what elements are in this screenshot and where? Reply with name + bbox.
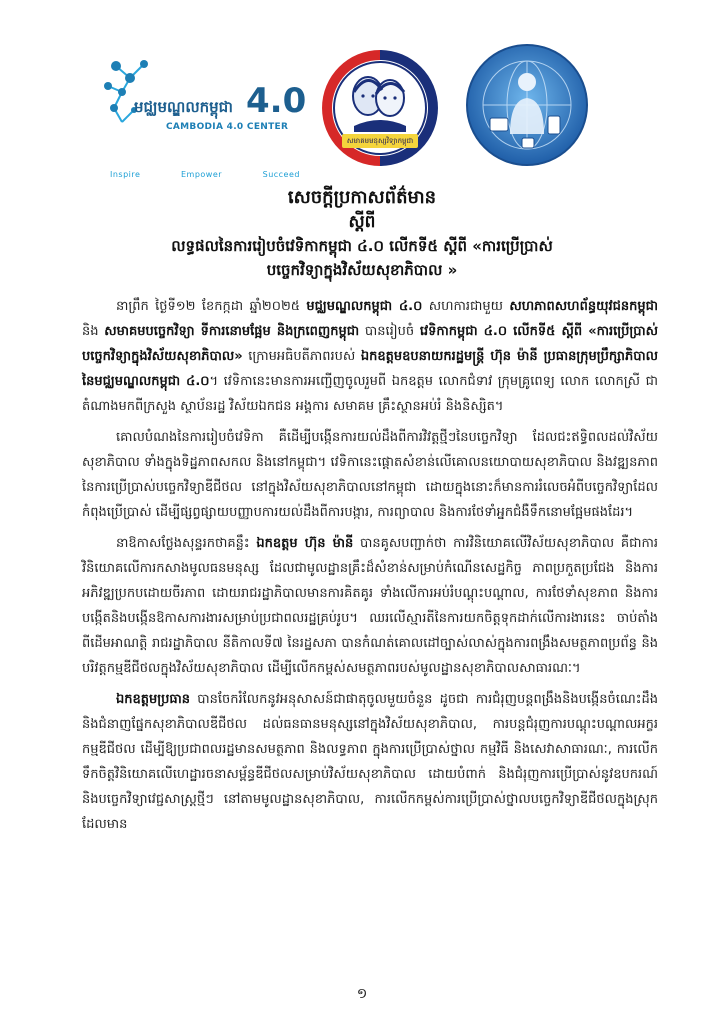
p1-bold-forum: វេទិកាកម្ពុជា ៤.០ លើកទី៥ ស្តីពី «ការប្រើប្រាស់បច្ចេកវិទ្យាក្នុងវិស័យសុខាភិបាល» (82, 324, 659, 364)
p4-text-1: បានចែករំលែកនូវអនុសាសន៍ជាផាតុចូលមួយចំនួន ដូចជា ការជំរុញបន្តពង្រឹងនិងបង្កើនចំណេះដឹង និងជំនាញផ្នែកសុខាភិបាលឌីជីថល ដល់ធនធានមនុស្សនៅក្នុងវិស័យសុខាភិបាល, ការបន្តជំរុញការបណ្តុះបណ្តាលអក្ខរកម្មឌីជីថល ដើម្បីឱ្យប្រជាពលរដ្ឋមានសមត្ថភាព និងលទ្ធភាព ក្នុងការប្រើប្រាស់ថ្នាល កម្មវិធី និងសេវាសាធារណៈ, ការលើកទឹកចិត្តវិនិយោគលើហេដ្ឋារចនាសម្ព័ន្ធឌីជីថលសម្រាប់វិស័យសុខាភិបាល ដោយបំពាក់ និងជំរុញការប្រើប្រាស់នូវឧបករណ៍ និងបច្ចេកវិទ្យាវេជ្ជសាស្ត្រថ្មីៗ នៅតាមមូលដ្ឋានសុខាភិបាល, ការលើកកម្ពស់ការប្រើប្រាស់ថ្នាលបច្ចេកវិទ្យាឌីជីថលក្នុងស្រុក ដែលមាន (82, 692, 658, 832)
p1-text-6: ។ វេទិកានេះមានការអញ្ជើញចូលរួមពី ឯកឧត្តម លោកជំទាវ ក្រុមគ្រូពេទ្យ លោក លោកស្រី ជាតំណាងមកពីក្រសួង ស្ថាប័នរដ្ឋ វិស័យឯកជន អង្គការ សមាគម គ្រឹះស្ថានអប់រំ និងនិស្សិត។ (82, 374, 658, 414)
heading-subject-line1: លទ្ធផលនៃការរៀបចំវេទិកាកម្ពុជា ៤.០ លើកទី៥ ស្តីពី «ការប្រើប្រាស់ (171, 237, 553, 255)
paragraph-2: គោលបំណងនៃការរៀបចំវេទិកា គឺដើម្បីបង្កើនការយល់ដឹងពីការវិវត្តថ្មីៗនៃបច្ចេកវិទ្យា ដែលជះឥទ្ធិពលដល់វិស័យសុខាភិបាល ទាំងក្នុងទិដ្ឋភាពសកល និងនៅកម្ពុជា។ វេទិកានេះផ្តោតសំខាន់លើគោលនយោបាយសុខាភិបាល និងវឌ្ឍនភាពនៃការប្រើប្រាស់បច្ចេកវិទ្យាឌីជីថល នៅក្នុងវិស័យសុខាភិបាលនៅកម្ពុជា ដោយក្នុងនោះក៏មានការរំលេចអំពីបច្ចេកវិទ្យាដែលកំពុងប្រើប្រាស់ ដើម្បីផ្សព្វផ្សាយបញ្ញាបការយល់ដឹងពីការបង្ការ, ការព្យាបាល និងការថែទាំអ្នកជំងឺទឹកនោមផ្អែមផងដែរ។ (82, 430, 658, 520)
p1-bold-center: មជ្ឈមណ្ឌលកម្ពុជា ៤.០ (306, 299, 423, 314)
association-caption: សមាគមមនុស្សវិទ្យាកម្ពុជា (342, 134, 418, 148)
tagline-inspire: Inspire (110, 170, 141, 179)
p1-bold-deputy-pm: ឯកឧត្តមឧបនាយករដ្ឋមន្ត្រី ហ៊ុន ម៉ានី ប្រធានក្រុមប្រឹក្សាភិបាលនៃមជ្ឈមណ្ឌលកម្ពុជា ៤.០ (82, 349, 658, 389)
heading-about: ស្តីពី (348, 212, 376, 232)
association-emblem-icon (318, 46, 442, 172)
center-name-english: CAMBODIA 4.0 CENTER (166, 122, 289, 132)
press-release-body (82, 294, 658, 843)
heading-subject-line2: បច្ចេកវិទ្យាក្នុងវិស័យសុខាភិបាល » (266, 261, 458, 279)
tagline-empower: Empower (180, 170, 223, 179)
p1-text-2: សហការជាមួយ (422, 299, 510, 314)
svg-text:4.0: 4.0 (246, 81, 307, 121)
tagline-succeed: Succeed (262, 170, 300, 179)
p1-bold-diabetes-association: សមាគមបច្ចេកវិទ្យា ទីការនោមផ្អែម និងក្រពេញកម្ពុជា (104, 324, 360, 339)
paragraph-1 (82, 294, 658, 419)
association-logo (318, 46, 442, 172)
p1-bold-youth-federation: សហភាពសហព័ន្ធយុវជនកម្ពុជា (509, 299, 658, 314)
health-tech-emblem (464, 42, 590, 168)
p4-bold-president: ឯកឧត្តមប្រធាន (116, 692, 191, 707)
page-number: ១ (356, 986, 368, 1002)
network-figure-icon (100, 52, 160, 132)
paragraph-4 (82, 687, 658, 837)
health-globe-icon (464, 42, 590, 168)
cambodia-4-center-logo (100, 52, 307, 182)
logo-tagline (110, 170, 300, 179)
p1-text-4: បានរៀបចំ (359, 324, 420, 339)
press-release-heading (80, 186, 644, 282)
center-name-khmer: មជ្ឈមណ្ឌលកម្ពុជា (134, 98, 233, 116)
p1-text-1: នាព្រឹក ថ្ងៃទី១២ ខែកក្កដា ឆ្នាំ២០២៥ (116, 299, 307, 314)
paragraph-3 (82, 531, 658, 681)
p3-text-1: នាឱកាសថ្លែងសុន្ទរកថាគន្លឹះ (116, 536, 257, 551)
logo-header (0, 38, 724, 178)
p3-text-2: បានគូសបញ្ជាក់ថា ការវិនិយោគលើវិស័យសុខាភិបាល គឺជាការវិនិយោគលើការកសាងមូលធនមនុស្ស ដែលជាមូលដ្ឋានគ្រឹះដ៏សំខាន់សម្រាប់កំណើនសេដ្ឋកិច្ច ភាពប្រកួតប្រជែង និងការអភិវឌ្ឍប្រកបដោយចីរភាព ដោយរាជរដ្ឋាភិបាលមានការគិតគូរ ទាំងលើការអប់រំបណ្តុះបណ្តាល, ការថែទាំសុខភាព និងការបង្កើតនិងបង្កើនឱកាសការងារសម្រាប់ប្រជាពលរដ្ឋគ្រប់រូប។ ឈរលើស្មារតីនៃការយកចិត្តទុកដាក់លើការងារនេះ ចាប់តាំងពីដើមអាណត្តិ រាជរដ្ឋាភិបាល នីតិកាលទី៧ នៃរដ្ឋសភា បានកំណត់គោលដៅច្បាស់លាស់ក្នុងការពង្រឹងសមត្ថភាពប្រព័ន្ធ និងបរិវត្តកម្មឌីជីថលក្នុងវិស័យសុខាភិបាល ដើម្បីលើកកម្ពស់សមត្ថភាពរបស់មូលដ្ឋានសុខាភិបាលសាធារណៈ។ (82, 536, 658, 676)
p1-text-3: និង (82, 324, 105, 339)
center-name-digits (246, 74, 307, 121)
p3-bold-speaker: ឯកឧត្តម ហ៊ុន ម៉ានី (256, 536, 354, 551)
heading-title: សេចក្តីប្រកាសព័ត៌មាន (287, 187, 437, 208)
p1-text-5: ក្រោមអធិបតីភាពរបស់ (242, 349, 361, 364)
